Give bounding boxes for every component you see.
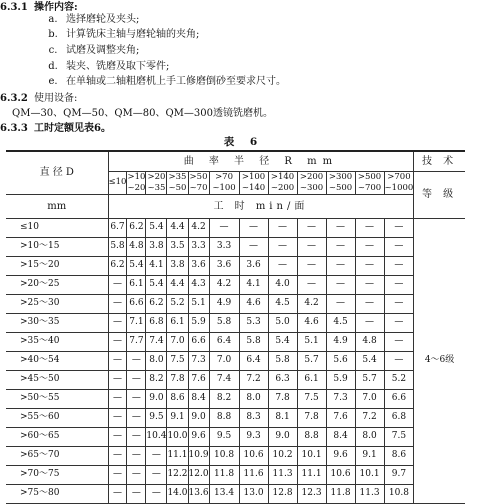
hours-cell: 5.8	[108, 237, 127, 256]
hours-cell: 7.0	[167, 332, 188, 351]
hours-cell: 11.3	[268, 465, 297, 484]
hours-cell: 4.1	[239, 275, 268, 294]
hours-cell: 13.6	[188, 484, 209, 503]
hours-cell: —	[326, 218, 355, 237]
diameter-cell: >60～65	[6, 427, 108, 446]
list-item-text: 装夹、铣磨及取下零件;	[66, 61, 170, 72]
hours-cell: —	[108, 351, 127, 370]
diameter-cell: >35～40	[6, 332, 108, 351]
section-title: 使用设备:	[34, 93, 78, 104]
hours-cell: —	[127, 465, 146, 484]
hours-cell: 4.5	[326, 313, 355, 332]
hours-cell: 9.7	[384, 465, 414, 484]
hours-cell: 9.1	[355, 446, 384, 465]
diameter-cell: >30～35	[6, 313, 108, 332]
table-row	[6, 408, 465, 427]
hours-cell: 7.5	[297, 389, 326, 408]
hours-cell: 4.6	[239, 294, 268, 313]
hours-cell: —	[146, 484, 167, 503]
work-hours-table	[6, 150, 465, 504]
hours-cell: —	[297, 256, 326, 275]
hours-cell: —	[326, 256, 355, 275]
diameter-cell: >45～50	[6, 370, 108, 389]
hours-cell: —	[268, 237, 297, 256]
hours-cell: 3.5	[167, 237, 188, 256]
hours-cell: 10.8	[209, 446, 239, 465]
hours-cell: 7.7	[127, 332, 146, 351]
hours-cell: 5.7	[355, 370, 384, 389]
hours-cell: 10.8	[384, 484, 414, 503]
hours-cell: 5.4	[355, 351, 384, 370]
hours-cell: —	[146, 446, 167, 465]
table-title: 表 6	[223, 136, 264, 148]
hours-cell: 5.8	[209, 313, 239, 332]
hours-cell: 12.8	[268, 484, 297, 503]
radius-range-header: >100 ~140	[239, 171, 268, 194]
list-item	[40, 29, 199, 41]
list-item	[40, 61, 169, 73]
hours-cell: —	[239, 237, 268, 256]
hours-cell: —	[297, 237, 326, 256]
hours-cell: —	[127, 408, 146, 427]
hours-cell: 10.6	[239, 446, 268, 465]
list-item-text: 选择磨轮及夹头;	[66, 14, 140, 25]
hours-cell: —	[355, 294, 384, 313]
hours-cell: 4.5	[268, 294, 297, 313]
hours-cell: —	[384, 218, 414, 237]
radius-range-header: >700 ~1000	[384, 171, 414, 193]
hours-cell: 6.6	[127, 294, 146, 313]
hours-cell: 10.2	[268, 446, 297, 465]
hours-cell: 12.2	[167, 465, 188, 484]
hours-cell: 11.1	[297, 465, 326, 484]
hours-cell: 10.0	[167, 427, 188, 446]
hours-cell: —	[297, 275, 326, 294]
hours-cell: 3.8	[167, 256, 188, 275]
hours-cell: 7.8	[297, 408, 326, 427]
hours-cell: 7.8	[167, 370, 188, 389]
hours-cell: —	[384, 256, 414, 275]
hours-cell: 11.1	[167, 446, 188, 465]
hours-cell: —	[384, 351, 414, 370]
diameter-cell: >50～55	[6, 389, 108, 408]
hours-cell: 5.4	[146, 218, 167, 237]
hours-cell: 10.9	[188, 446, 209, 465]
hours-cell: 9.3	[239, 427, 268, 446]
list-item	[40, 76, 286, 88]
hours-cell: 8.0	[146, 351, 167, 370]
list-item-letter: b.	[48, 29, 58, 40]
list-item-letter: a.	[48, 14, 58, 25]
radius-range-header: >20 ~35	[147, 171, 166, 193]
hours-cell: —	[209, 218, 239, 237]
hours-cell: —	[108, 294, 127, 313]
hours-cell: —	[108, 427, 127, 446]
hours-cell: 5.4	[127, 256, 146, 275]
radius-range-header: >140 ~200	[268, 171, 297, 194]
hours-cell: 7.6	[188, 370, 209, 389]
hours-cell: 13.4	[209, 484, 239, 503]
hours-cell: 5.8	[268, 351, 297, 370]
hours-cell: 9.0	[146, 389, 167, 408]
hours-cell: 12.0	[188, 465, 209, 484]
diameter-cell: >20～25	[6, 275, 108, 294]
hours-cell: —	[384, 313, 414, 332]
hours-cell: —	[108, 465, 127, 484]
hours-cell: —	[127, 370, 146, 389]
hours-cell: —	[326, 275, 355, 294]
hours-cell: —	[355, 218, 384, 237]
radius-range-header: >300 ~500	[326, 171, 355, 194]
hours-cell: 9.0	[268, 427, 297, 446]
list-item-text: 计算铣床主轴与磨轮轴的夹角;	[66, 29, 200, 40]
radius-range-header: ≤10	[108, 171, 127, 194]
grade-cell: 4～6级	[414, 218, 465, 503]
list-item	[40, 14, 139, 26]
diameter-cell: >10～15	[6, 237, 108, 256]
diameter-cell: >65～70	[6, 446, 108, 465]
hours-cell: 7.5	[167, 351, 188, 370]
hours-cell: 4.9	[209, 294, 239, 313]
hours-cell: 5.2	[167, 294, 188, 313]
hours-cell: —	[355, 275, 384, 294]
diameter-unit: mm	[6, 194, 108, 218]
hours-cell: 9.5	[209, 427, 239, 446]
hours-cell: —	[239, 218, 268, 237]
hours-cell: 5.4	[146, 275, 167, 294]
equipment-line: QM—30、QM—50、QM—80、QM—300透镜铣磨机。	[12, 108, 274, 119]
hours-cell: 5.7	[297, 351, 326, 370]
hours-cell: 8.6	[384, 446, 414, 465]
hours-cell: 4.8	[355, 332, 384, 351]
hours-cell: 3.6	[209, 256, 239, 275]
hours-cell: 6.8	[146, 313, 167, 332]
hours-cell: —	[108, 332, 127, 351]
hours-cell: 9.6	[188, 427, 209, 446]
curvature-header: 曲 率 半 径 R mm	[108, 151, 414, 171]
hours-cell: 3.8	[146, 237, 167, 256]
diameter-cell: ≤10	[6, 218, 108, 237]
table-row	[6, 313, 465, 332]
table-row	[6, 370, 465, 389]
hours-cell: 7.8	[268, 389, 297, 408]
hours-cell: 7.0	[355, 389, 384, 408]
hours-cell: 10.1	[297, 446, 326, 465]
hours-cell: —	[127, 427, 146, 446]
hours-cell: 4.6	[297, 313, 326, 332]
table-row	[6, 332, 465, 351]
hours-cell: 7.4	[146, 332, 167, 351]
hours-cell: —	[384, 275, 414, 294]
hours-cell: 8.1	[268, 408, 297, 427]
hours-cell: 8.6	[167, 389, 188, 408]
list-item-letter: c.	[48, 45, 58, 56]
hours-cell: —	[108, 446, 127, 465]
hours-cell: 9.6	[326, 446, 355, 465]
hours-cell: 4.4	[167, 218, 188, 237]
hours-cell: 6.6	[384, 389, 414, 408]
hours-cell: —	[384, 237, 414, 256]
radius-range-header: >35 ~50	[168, 171, 187, 193]
hours-cell: 4.3	[188, 275, 209, 294]
diameter-cell: >15～20	[6, 256, 108, 275]
section-title: 工时定额见表6。	[34, 123, 111, 134]
hours-cell: 7.5	[384, 427, 414, 446]
hours-cell: 9.5	[146, 408, 167, 427]
hours-cell: —	[108, 313, 127, 332]
hours-cell: 8.3	[239, 408, 268, 427]
hours-cell: 8.4	[326, 427, 355, 446]
hours-cell: 6.4	[209, 332, 239, 351]
hours-cell: 4.9	[326, 332, 355, 351]
hours-cell: —	[297, 218, 326, 237]
hours-cell: 7.1	[127, 313, 146, 332]
hours-cell: —	[127, 446, 146, 465]
diameter-cell: >25～30	[6, 294, 108, 313]
hours-cell: —	[108, 389, 127, 408]
hours-cell: —	[268, 218, 297, 237]
list-item-text: 试磨及调整夹角;	[66, 45, 140, 56]
hours-cell: 5.6	[326, 351, 355, 370]
radius-range-header: >200 ~300	[297, 171, 326, 194]
hours-cell: 5.1	[188, 294, 209, 313]
hours-cell: 7.4	[209, 370, 239, 389]
hours-cell: 6.1	[297, 370, 326, 389]
hours-cell: —	[326, 294, 355, 313]
hours-cell: 7.2	[355, 408, 384, 427]
hours-cell: 5.2	[384, 370, 414, 389]
radius-range-header: >500 ~700	[355, 171, 384, 194]
section-title: 操作内容:	[34, 2, 78, 13]
hours-cell: 11.8	[326, 484, 355, 503]
hours-cell: 7.0	[209, 351, 239, 370]
table-row	[6, 218, 465, 237]
hours-cell: 3.3	[188, 237, 209, 256]
hours-cell: 5.1	[297, 332, 326, 351]
hours-cell: 8.8	[297, 427, 326, 446]
hours-cell: 7.3	[326, 389, 355, 408]
diameter-header: 直 径 D	[6, 151, 108, 194]
hours-cell: —	[268, 256, 297, 275]
section-number: 6.3.1	[0, 2, 28, 13]
table-row	[6, 237, 465, 256]
hours-cell: 6.4	[239, 351, 268, 370]
hours-cell: 5.3	[239, 313, 268, 332]
hours-cell: 6.3	[268, 370, 297, 389]
hours-cell: 6.2	[108, 256, 127, 275]
tech-header: 技 术	[414, 151, 465, 171]
hours-cell: 4.2	[297, 294, 326, 313]
hours-cell: 6.6	[188, 332, 209, 351]
hours-cell: 12.3	[297, 484, 326, 503]
hours-cell: 6.2	[146, 294, 167, 313]
hours-cell: 6.1	[127, 275, 146, 294]
hours-cell: 3.3	[209, 237, 239, 256]
hours-cell: —	[355, 237, 384, 256]
hours-cell: 3.6	[239, 256, 268, 275]
hours-cell: 4.1	[146, 256, 167, 275]
hours-cell: —	[108, 484, 127, 503]
hours-cell: —	[355, 313, 384, 332]
hours-cell: 7.6	[326, 408, 355, 427]
hours-cell: 8.0	[355, 427, 384, 446]
hours-cell: —	[108, 408, 127, 427]
hours-cell: —	[108, 370, 127, 389]
hours-cell: 4.2	[188, 218, 209, 237]
hours-cell: 8.8	[209, 408, 239, 427]
list-item-letter: d.	[48, 61, 58, 72]
hours-cell: 7.3	[188, 351, 209, 370]
hours-cell: —	[384, 332, 414, 351]
hours-cell: 8.0	[239, 389, 268, 408]
table-row	[6, 256, 465, 275]
hours-cell: 4.0	[268, 275, 297, 294]
table-row	[6, 351, 465, 370]
list-item	[40, 45, 139, 57]
grade-header: 等 级	[414, 171, 465, 218]
table-row	[6, 427, 465, 446]
hours-cell: 5.9	[326, 370, 355, 389]
list-item-text: 在单轴或二轴粗磨机上手工修磨倒砂至要求尺寸。	[66, 76, 286, 87]
hours-cell: 7.2	[239, 370, 268, 389]
hours-cell: —	[326, 237, 355, 256]
hours-cell: 11.6	[239, 465, 268, 484]
table-row	[6, 389, 465, 408]
section-6-3-2-heading	[0, 93, 77, 105]
hours-header: 工 时 min/面	[108, 194, 414, 218]
table-row	[6, 294, 465, 313]
hours-cell: —	[108, 275, 127, 294]
hours-cell: 4.4	[167, 275, 188, 294]
hours-cell: 10.1	[355, 465, 384, 484]
list-item-letter: e.	[48, 76, 58, 87]
diameter-cell: >75～80	[6, 484, 108, 503]
section-number: 6.3.3	[0, 123, 28, 134]
hours-cell: —	[355, 256, 384, 275]
hours-cell: —	[127, 351, 146, 370]
hours-cell: —	[384, 294, 414, 313]
hours-cell: 8.2	[209, 389, 239, 408]
hours-cell: 8.4	[188, 389, 209, 408]
hours-cell: —	[146, 465, 167, 484]
radius-range-header: >50 ~70	[189, 171, 208, 193]
radius-range-header: >70 ~100	[209, 171, 239, 194]
hours-cell: 8.2	[146, 370, 167, 389]
hours-cell: 10.6	[326, 465, 355, 484]
diameter-cell: >70～75	[6, 465, 108, 484]
hours-cell: 10.4	[146, 427, 167, 446]
hours-cell: 5.8	[239, 332, 268, 351]
hours-cell: 11.3	[355, 484, 384, 503]
table-row	[6, 275, 465, 294]
hours-cell: 5.0	[268, 313, 297, 332]
hours-cell: 5.9	[188, 313, 209, 332]
hours-cell: 14.0	[167, 484, 188, 503]
hours-cell: 6.7	[108, 218, 127, 237]
hours-cell: 4.2	[209, 275, 239, 294]
hours-cell: 11.8	[209, 465, 239, 484]
section-6-3-1-heading	[0, 2, 78, 14]
section-number: 6.3.2	[0, 93, 28, 104]
hours-cell: 9.1	[167, 408, 188, 427]
hours-cell: 5.4	[268, 332, 297, 351]
table-row	[6, 446, 465, 465]
hours-cell: 6.2	[127, 218, 146, 237]
hours-cell: 13.0	[239, 484, 268, 503]
hours-cell: 6.8	[384, 408, 414, 427]
hours-cell: 3.6	[188, 256, 209, 275]
radius-range-header: >10 ~20	[127, 171, 146, 193]
hours-cell: —	[127, 484, 146, 503]
hours-cell: —	[127, 389, 146, 408]
diameter-cell: >40～54	[6, 351, 108, 370]
hours-cell: 4.8	[127, 237, 146, 256]
table-row	[6, 484, 465, 503]
hours-cell: 6.1	[167, 313, 188, 332]
hours-cell: 9.0	[188, 408, 209, 427]
diameter-cell: >55～60	[6, 408, 108, 427]
